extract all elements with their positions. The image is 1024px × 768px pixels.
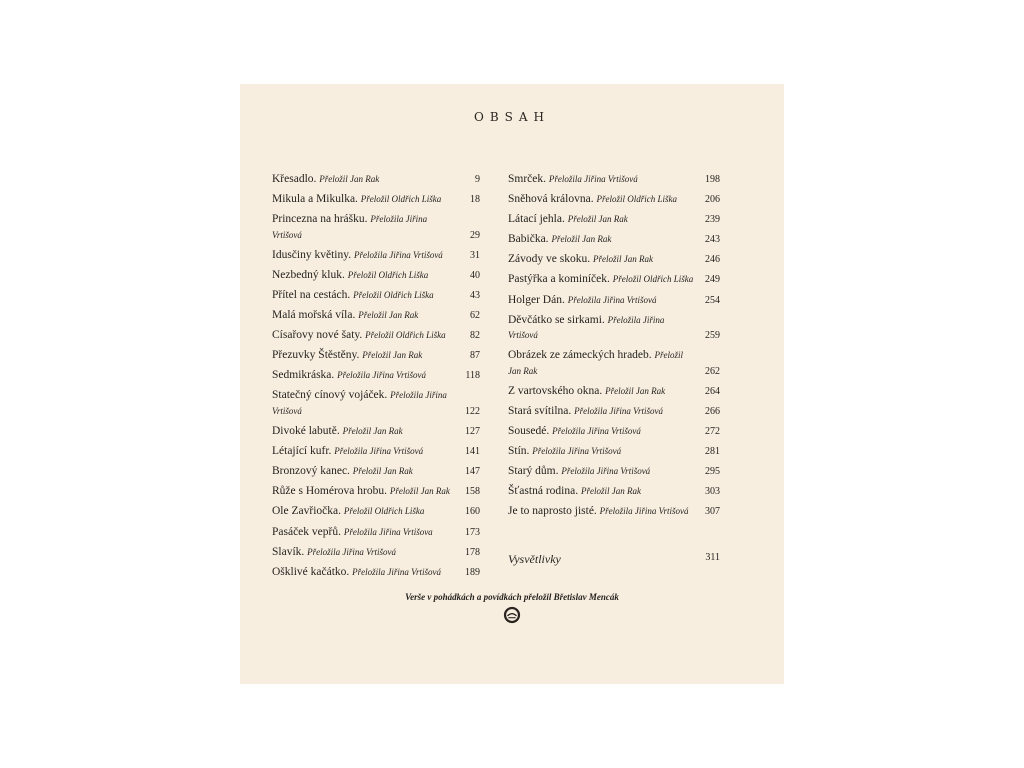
toc-entry[interactable] [272,288,480,304]
entry-translator: Přeložil Oldřich Liška [365,330,446,341]
entry-page: 9 [475,174,480,185]
toc-entry[interactable] [508,172,720,188]
entry-title: Sousedé. [508,425,550,438]
entry-title: Malá mořská víla. [272,309,356,322]
entry-page: 82 [470,330,480,342]
entry-translator: Přeložil Oldřich Liška [347,269,429,280]
toc-entry[interactable] [272,212,480,243]
explanations-title: Vysvětlivky [508,552,561,566]
entry-title: Nezbedný kluk. [272,268,345,281]
entry-page: 173 [465,526,480,538]
entry-page: 272 [705,426,720,438]
entry-title: Babička. [508,233,549,246]
toc-entry[interactable] [508,272,720,288]
entry-page: 295 [705,466,720,478]
entry-title: Ošklivé kačátko. [272,565,350,578]
entry-translator: Přeložila Jiřina Vrtišová [353,249,443,260]
entry-page: 40 [470,269,480,281]
entry-translator: Přeložila Jiřina Vrtišová [552,426,641,437]
entry-title: Šťastná rodina. [508,485,579,498]
toc-entry[interactable] [272,172,480,188]
entry-page: 18 [470,194,480,206]
entry-page: 262 [705,365,720,377]
entry-title: Křesadlo. [272,173,317,185]
entry-title: Stará svítilna. [508,404,572,417]
entry-translator: Přeložil Jan Rak [580,486,641,497]
entry-title: Holger Dán. [508,293,565,306]
toc-entry[interactable] [272,388,480,419]
verse-translator-note: Verše v pohádkách a povídkách přeložil Břetislav Mencák [405,592,619,602]
toc-entry[interactable] [272,545,480,561]
entry-translator: Přeložil Jan Rak [358,310,419,321]
entry-translator: Přeložil Oldřich Liška [596,194,677,205]
toc-entry[interactable] [272,504,480,520]
entry-title: Pastýřka a kominíček. [508,273,610,286]
entry-translator: Přeložil Jan Rak [352,466,413,477]
contents-left-column [272,172,480,585]
toc-entry[interactable] [272,525,480,541]
entry-title: Létající kufr. [272,445,332,458]
toc-entry[interactable] [508,212,720,228]
entry-page: 118 [465,370,480,382]
entry-title: Starý dům. [508,465,559,478]
entry-title: Z vartovského okna. [508,384,603,397]
entry-title: Je to naprosto jisté. [508,505,597,518]
entry-page: 206 [705,194,720,206]
entry-translator: Přeložila Jiřina Vrtišová [352,566,441,577]
explanations-page: 311 [705,552,720,563]
toc-entry[interactable] [272,484,480,500]
entry-page: 243 [705,234,720,246]
entry-page: 147 [465,466,480,478]
toc-entry[interactable] [508,484,720,500]
toc-entry[interactable] [508,252,720,268]
entry-page: 249 [705,274,720,286]
entry-title: Mikula a Mikulka. [272,193,358,206]
toc-entry[interactable] [272,368,480,384]
entry-translator: Přeložila Jiřina Vrtišová [337,370,426,381]
entry-title: Sedmikráska. [272,369,335,382]
toc-entry[interactable] [508,444,720,460]
toc-entry[interactable] [272,424,480,440]
entry-page: 158 [465,486,480,498]
entry-title: Závody ve skoku. [508,253,591,266]
entry-translator: Přeložil Jan Rak [342,426,403,437]
entry-page: 122 [465,405,480,417]
toc-entry[interactable] [272,464,480,480]
toc-entry[interactable] [272,444,480,460]
entry-translator: Přeložila Jiřina Vrtišová [307,546,396,557]
entry-title: Pasáček vepřů. [272,525,341,538]
entry-page: 141 [465,446,480,458]
contents-right-column [508,172,720,525]
entry-page: 281 [705,446,720,458]
entry-page: 303 [705,486,720,498]
entry-page: 307 [705,506,720,518]
entry-title: Růže s Homérova hrobu. [272,485,387,498]
entry-translator: Přeložila Jiřina Vrtišová [561,466,651,477]
entry-translator: Přeložil Oldřich Liška [353,289,434,300]
entry-page: 198 [705,174,720,185]
entry-title: Bronzový kanec. [272,465,350,478]
entry-page: 178 [465,546,480,558]
toc-entry[interactable] [272,268,480,284]
entry-title: Idusčiny květiny. [272,248,352,261]
entry-title: Princezna na hrášku. [272,213,368,226]
entry-title: Obrázek ze zámeckých hradeb. [508,349,652,362]
toc-entry[interactable] [508,464,720,480]
entry-translator: Přeložil Jan Rak [551,234,612,245]
entry-translator: Přeložil Jan Rak [508,350,684,376]
toc-entry[interactable] [272,248,480,264]
entry-page: 87 [470,350,480,362]
toc-entry[interactable] [508,384,720,400]
entry-page: 62 [470,310,480,322]
toc-entry[interactable] [508,348,720,379]
entry-translator: Přeložil Jan Rak [319,174,380,184]
entry-translator: Přeložila Jiřina Vrtišová [508,314,665,341]
entry-title: Látací jehla. [508,213,565,226]
entry-page: 31 [470,249,480,261]
entry-page: 29 [470,229,480,241]
entry-title: Přezuvky Štěstěny. [272,349,360,362]
entry-title: Děvčátko se sirkami. [508,313,605,326]
toc-entry[interactable] [272,565,480,581]
entry-page: 259 [705,330,720,342]
entry-translator: Přeložil Oldřich Liška [612,274,694,285]
entry-translator: Přeložila Jiřina Vrtišová [272,214,428,240]
entry-translator: Přeložil Jan Rak [592,254,653,265]
entry-page: 43 [470,289,480,301]
entry-translator: Přeložil Jan Rak [605,385,666,396]
entry-translator: Přeložil Oldřich Liška [343,506,425,517]
entry-page: 266 [705,405,720,417]
toc-entry[interactable] [272,328,480,344]
entry-translator: Přeložila Jiřina Vrtišová [548,174,638,184]
book-page [240,84,784,684]
entry-title: Smrček. [508,173,547,185]
entry-title: Ole Zavřiočka. [272,505,341,518]
entry-translator: Přeložila Jiřina Vrtišova [343,526,433,537]
entry-page: 239 [705,214,720,226]
toc-entry[interactable] [508,232,720,248]
entry-translator: Přeložila Jiřina Vrtišová [567,294,657,305]
entry-title: Divoké labutě. [272,425,340,438]
entry-translator: Přeložil Jan Rak [362,350,423,361]
entry-translator: Přeložil Jan Rak [567,214,628,225]
entry-title: Přítel na cestách. [272,288,351,301]
entry-page: 127 [465,426,480,438]
entry-page: 264 [705,385,720,397]
toc-entry[interactable] [508,504,720,520]
entry-translator: Přeložila Jiřina Vrtišová [272,390,447,416]
toc-entry[interactable] [272,348,480,364]
entry-page: 246 [705,254,720,266]
entry-translator: Přeložila Jiřina Vrtišová [532,446,622,457]
entry-title: Císařovy nové šaty. [272,329,363,342]
entry-page: 254 [705,294,720,306]
explanations-entry[interactable] [508,552,720,567]
entry-translator: Přeložil Oldřich Liška [360,194,442,205]
entry-translator: Přeložil Jan Rak [389,486,450,497]
entry-title: Stín. [508,445,530,458]
toc-entry[interactable] [508,192,720,208]
entry-page: 160 [465,506,480,518]
toc-entry[interactable] [508,424,720,440]
toc-entry[interactable] [272,308,480,324]
entry-translator: Přeložila Jiřina Vrtišová [599,506,689,517]
publisher-emblem-icon [503,606,521,624]
page-title: OBSAH [473,110,550,124]
entry-translator: Přeložila Jiřina Vrtišová [574,405,663,416]
toc-entry[interactable] [508,313,720,344]
toc-entry[interactable] [508,404,720,420]
entry-title: Slavík. [272,545,305,558]
entry-page: 189 [465,566,480,578]
toc-entry[interactable] [508,293,720,309]
entry-title: Statečný cínový vojáček. [272,389,388,402]
entry-title: Sněhová královna. [508,193,594,206]
toc-entry[interactable] [272,192,480,208]
entry-translator: Přeložila Jiřina Vrtišová [334,446,424,457]
